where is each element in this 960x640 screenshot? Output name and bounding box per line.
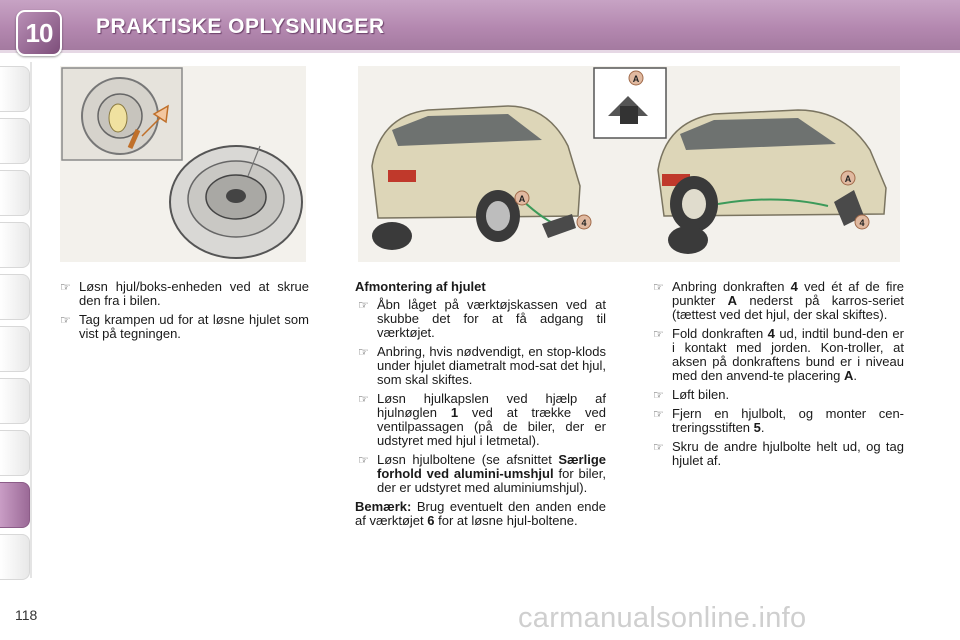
chapter-tab[interactable]: [0, 222, 30, 268]
spare-wheel-drawing: [60, 66, 306, 262]
list-item: ☞ Anbring donkraften 4 ved ét af de fire punkter A nederst på karros-seriet (tættest ved det hjul, der skal skiftes).: [653, 279, 904, 322]
page-number: 118: [15, 607, 38, 623]
section-heading: Afmontering af hjulet: [355, 279, 486, 294]
label-a-car1: A: [518, 194, 526, 204]
list-item: ☞ Løsn hjulboltene (se afsnittet Særlige forhold ved alumini-umshjul for biler, der er udstyret med aluminiumshjul).: [358, 452, 607, 495]
note-paragraph: Bemærk: Brug eventuelt den anden ende af værktøjet 6 for at løsne hjul-boltene.: [355, 499, 606, 528]
chapter-number-badge: 10: [16, 10, 62, 56]
header-divider: [0, 50, 960, 53]
middle-column: [355, 280, 606, 528]
list-item: ☞ Løsn hjulkapslen ved hjælp af hjulnøglen 1 ved at trække ved ventilpassagen (på de biler, der er udstyret med hjul i letmetal).: [358, 391, 606, 448]
jack-placement-illustration: [358, 66, 900, 262]
chapter-tab[interactable]: [0, 534, 30, 580]
list-item: ☞ Anbring, hvis nødvendigt, en stop-klods under hjulet diametralt mod-sat det hjul, som skal skiftes.: [358, 344, 606, 387]
chapter-tab[interactable]: [0, 430, 30, 476]
list-item: ☞ Fjern en hjulbolt, og monter cen-treringsstiften 5.: [653, 406, 904, 435]
chapter-tab-active[interactable]: [0, 482, 30, 528]
hand-pointer-icon: ☞: [653, 388, 664, 402]
chapter-tab[interactable]: [0, 170, 30, 216]
car-jack-drawing: [358, 66, 900, 262]
hand-pointer-icon: ☞: [653, 280, 664, 294]
chapter-tab[interactable]: [0, 378, 30, 424]
label-a-car2: A: [844, 174, 852, 184]
hand-pointer-icon: ☞: [358, 453, 369, 467]
label-4-car2: 4: [859, 218, 865, 228]
list-item: ☞ Tag krampen ud for at løsne hjulet som vist på tegningen.: [60, 312, 309, 341]
chapter-tab[interactable]: [0, 66, 30, 112]
page-title: PRAKTISKE OPLYSNINGER: [96, 15, 385, 38]
hand-pointer-icon: ☞: [653, 327, 664, 341]
chapter-tab[interactable]: [0, 326, 30, 372]
hand-pointer-icon: ☞: [653, 407, 664, 421]
chapter-tabs: [0, 66, 34, 586]
hand-pointer-icon: ☞: [60, 313, 71, 327]
list-item: ☞ Fold donkraften 4 ud, indtil bund-den er i kontakt med jorden. Kon-troller, at aksen på donkraftens bund er i niveau med den anvend-te placering A.: [653, 326, 904, 383]
left-column: [57, 280, 309, 346]
chapter-tab[interactable]: [0, 274, 30, 320]
hand-pointer-icon: ☞: [653, 440, 664, 454]
hand-pointer-icon: ☞: [60, 280, 71, 294]
hand-pointer-icon: ☞: [358, 298, 369, 312]
watermark: carmanualsonline.info: [518, 602, 807, 634]
label-a-inset: A: [632, 74, 640, 84]
hand-pointer-icon: ☞: [358, 345, 369, 359]
list-item: ☞ Løft bilen.: [653, 387, 730, 402]
list-item: ☞ Skru de andre hjulbolte helt ud, og tag hjulet af.: [653, 439, 904, 468]
spare-wheel-illustration: [60, 66, 306, 262]
list-item: ☞ Løsn hjul/boks-enheden ved at skrue den fra i bilen.: [60, 279, 309, 308]
label-4-car1: 4: [581, 218, 587, 228]
chapter-tab[interactable]: [0, 118, 30, 164]
right-column: [650, 280, 904, 473]
list-item: ☞ Åbn låget på værktøjskassen ved at skubbe det for at få adgang til værktøjet.: [358, 297, 606, 340]
hand-pointer-icon: ☞: [358, 392, 369, 406]
